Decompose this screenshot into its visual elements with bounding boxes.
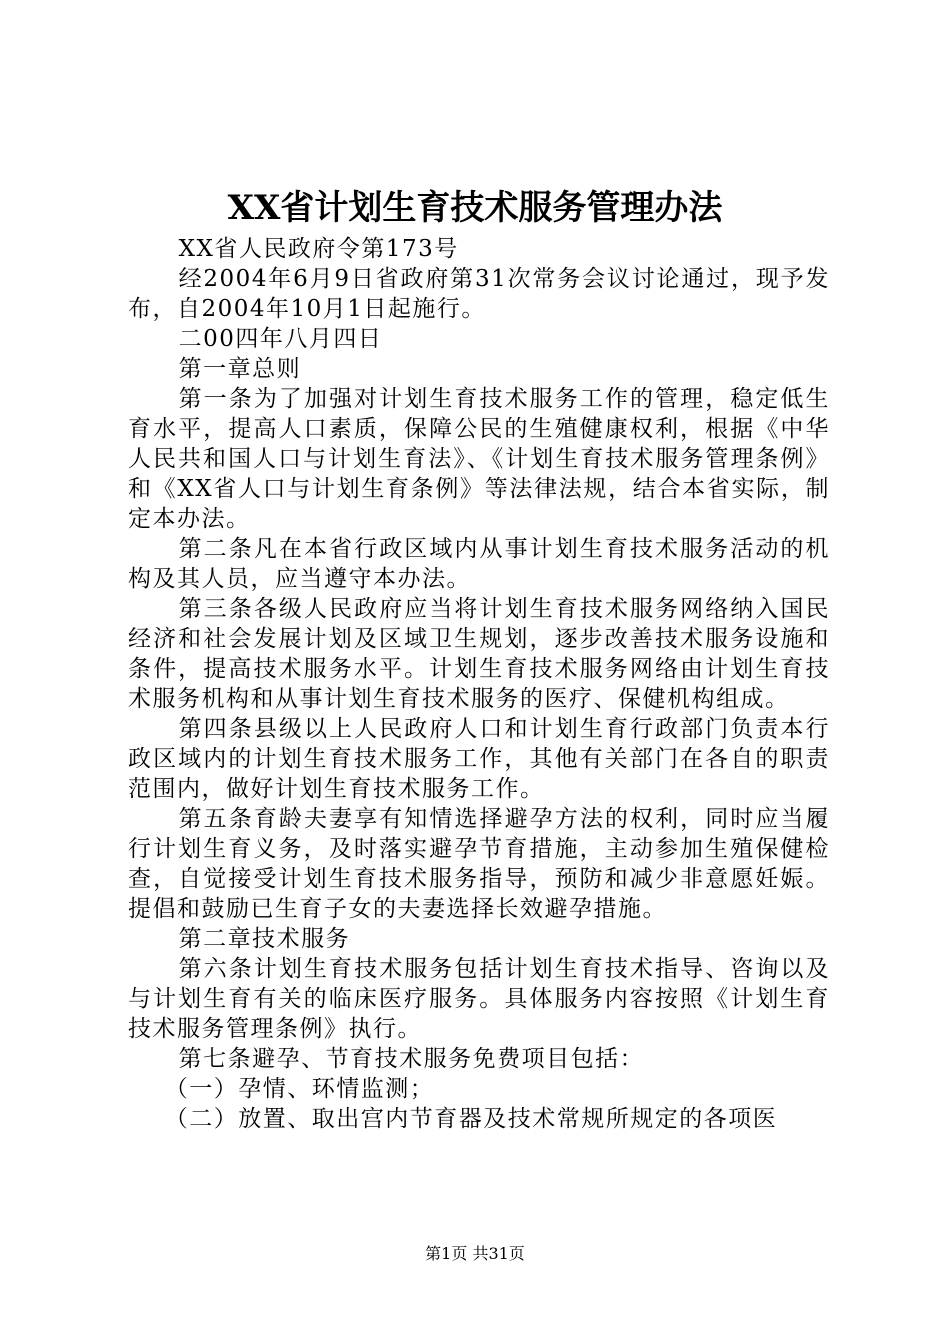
article-paragraph: 第四条县级以上人民政府人口和计划生育行政部门负责本行政区域内的计划生育技术服务工作，其他有关部门在各自的职责范围内，做好计划生育技术服务工作。 (128, 716, 830, 802)
article-paragraph: 第三条各级人民政府应当将计划生育技术服务网络纳入国民经济和社会发展计划及区域卫生规划，逐步改善技术服务设施和条件，提高技术服务水平。计划生育技术服务网络由计划生育技术服务机构和从事计划生育技术服务的医疗、保健机构组成。 (128, 596, 830, 712)
article-paragraph: 第一条为了加强对计划生育技术服务工作的管理，稳定低生育水平，提高人口素质，保障公民的生殖健康权利，根据《中华人民共和国人口与计划生育法》、《计划生育技术服务管理条例》和《XX省人口与计划生育条例》等法律法规，结合本省实际，制定本办法。 (128, 386, 830, 532)
article-paragraph: 第二条凡在本省行政区域内从事计划生育技术服务活动的机构及其人员，应当遵守本办法。 (128, 536, 830, 592)
article-paragraph: 第七条避孕、节育技术服务免费项目包括： (178, 1046, 645, 1072)
page-footer: 第1页 共31页 (425, 1244, 525, 1263)
list-item: （二）放置、取出宫内节育器及技术常规所规定的各项医 (164, 1106, 778, 1132)
promulgation-paragraph: 经2004年6月9日省政府第31次常务会议讨论通过，现予发布，自2004年10月1日起施行。 (128, 266, 830, 322)
document-title: XX省计划生育技术服务管理办法 (227, 188, 723, 228)
article-paragraph: 第六条计划生育技术服务包括计划生育技术指导、咨询以及与计划生育有关的临床医疗服务。具体服务内容按照《计划生育技术服务管理条例》执行。 (128, 956, 830, 1042)
chapter-heading: 第一章总则 (178, 356, 302, 382)
date-line: 二00四年八月四日 (178, 326, 383, 352)
chapter-heading: 第二章技术服务 (178, 926, 351, 952)
document-body (128, 234, 830, 1134)
decree-number: XX省人民政府令第173号 (178, 236, 459, 262)
list-item: （一）孕情、环情监测； (164, 1076, 435, 1102)
article-paragraph: 第五条育龄夫妻享有知情选择避孕方法的权利，同时应当履行计划生育义务，及时落实避孕节育措施，主动参加生殖保健检查，自觉接受计划生育技术服务指导，预防和减少非意愿妊娠。提倡和鼓励已生育子女的夫妻选择长效避孕措施。 (128, 806, 830, 922)
